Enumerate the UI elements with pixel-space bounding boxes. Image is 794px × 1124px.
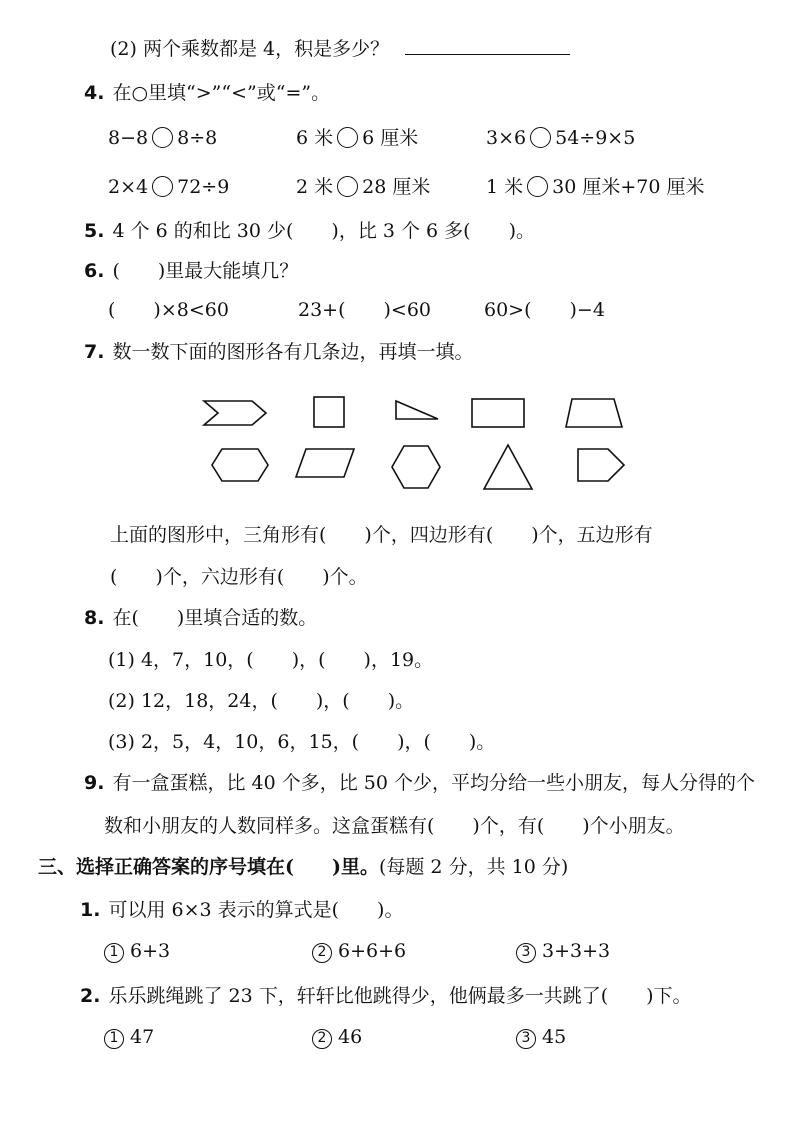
compare-item [108,125,217,151]
sequence-item: (2) 12，18，24，( )，( )。 [108,690,415,712]
compare-circle[interactable] [337,127,358,148]
compare-item [486,125,635,151]
question-text: 数一数下面的图形各有几条边，再填一填。 [112,341,474,363]
question-text: 4 个 6 的和比 30 少( )，比 3 个 6 多( )。 [112,220,535,242]
question-text: 有一盒蛋糕，比 40 个多，比 50 个少，平均分给一些小朋友，每人分得的个 [112,772,755,794]
compare-circle[interactable] [152,176,173,197]
compare-left: 2 米 [296,176,334,198]
choice-question-1 [80,897,403,923]
question-number: 8. [84,607,105,629]
question-text: 在( )里填合适的数。 [112,607,318,629]
option-mark: 3 [516,943,536,963]
compare-circle[interactable] [527,176,548,197]
parallelogram-shape [296,449,354,477]
compare-circle[interactable] [530,127,551,148]
compare-circle[interactable] [337,176,358,197]
option-text: 3+3+3 [542,940,611,962]
option-text: 46 [338,1026,363,1048]
question-4-title [84,80,330,106]
compare-item [108,174,229,200]
option-mark: 1 [104,1029,124,1049]
q3-sub2 [110,36,570,62]
sequence-item: (3) 2，5，4，10，6，15，( )，( )。 [108,731,496,753]
rectangle-shape [472,399,524,427]
option-mark: 2 [312,943,332,963]
option-3[interactable] [516,1024,566,1050]
question-text: 在○里填“>”“<”或“=”。 [112,82,331,104]
fill-item: ( )×8<60 [108,299,229,321]
option-text: 47 [130,1026,155,1048]
question-text: ( )里最大能填几？ [112,260,299,282]
option-text: 45 [542,1026,567,1048]
section-title: 三、选择正确答案的序号填在( )里。 [38,856,379,878]
right-triangle-shape [396,401,438,419]
question-number: 1. [80,899,101,921]
question-text: 可以用 6×3 表示的算式是( )。 [108,899,404,921]
answer-blank-line[interactable] [405,36,570,55]
option-1[interactable] [104,938,170,964]
question-7-text-1: 上面的图形中，三角形有( )个，四边形有( )个，五边形有 [110,524,653,546]
compare-right: 54÷9×5 [555,127,636,149]
arrow-pentagon-shape [204,401,266,425]
option-1[interactable] [104,1024,154,1050]
question-9-text-2: 数和小朋友的人数同样多。这盒蛋糕有( )个，有( )个小朋友。 [104,815,685,837]
compare-item [296,174,430,200]
section-3-header [38,854,568,880]
shapes-figure [0,385,794,495]
pentagon-shape [578,449,624,481]
option-mark: 2 [312,1029,332,1049]
choice-question-2 [80,983,692,1009]
compare-left: 1 米 [486,176,524,198]
compare-circle[interactable] [152,127,173,148]
question-text: 乐乐跳绳跳了 23 下，轩轩比他跳得少，他俩最多一共跳了( )下。 [108,985,692,1007]
compare-right: 8÷8 [177,127,218,149]
triangle-shape [484,445,532,489]
compare-right: 6 厘米 [362,127,419,149]
section-score: (每题 2 分，共 10 分) [378,856,569,878]
compare-right: 28 厘米 [362,176,431,198]
option-text: 6+3 [130,940,171,962]
fill-item: 60>( )−4 [484,299,605,321]
question-number: 2. [80,985,101,1007]
trapezoid-shape [566,399,622,427]
compare-item [486,174,705,200]
question-7-title [84,339,473,365]
compare-left: 6 米 [296,127,334,149]
compare-left: 3×6 [486,127,527,149]
question-number: 7. [84,341,105,363]
compare-left: 2×4 [108,176,149,198]
question-number: 4. [84,82,105,104]
question-6-title [84,258,298,284]
question-5 [84,218,535,244]
fill-item: 23+( )<60 [298,299,432,321]
question-9 [84,770,755,796]
hexagon-shape [392,446,440,488]
compare-right: 30 厘米+70 厘米 [552,176,705,198]
hexagon-wide-shape [212,449,268,481]
option-mark: 3 [516,1029,536,1049]
question-number: 6. [84,260,105,282]
square-shape [314,397,344,427]
compare-right: 72÷9 [177,176,230,198]
option-mark: 1 [104,943,124,963]
sequence-item: (1) 4，7，10，( )，( )，19。 [108,649,434,671]
option-2[interactable] [312,1024,362,1050]
question-number: 9. [84,772,105,794]
compare-item [296,125,418,151]
question-number: 5. [84,220,105,242]
question-7-text-2: ( )个，六边形有( )个。 [110,566,368,588]
q3-sub2-text: (2) 两个乘数都是 4，积是多少？ [110,38,390,60]
option-3[interactable] [516,938,610,964]
question-8-title [84,605,317,631]
option-2[interactable] [312,938,406,964]
option-text: 6+6+6 [338,940,407,962]
compare-left: 8−8 [108,127,149,149]
